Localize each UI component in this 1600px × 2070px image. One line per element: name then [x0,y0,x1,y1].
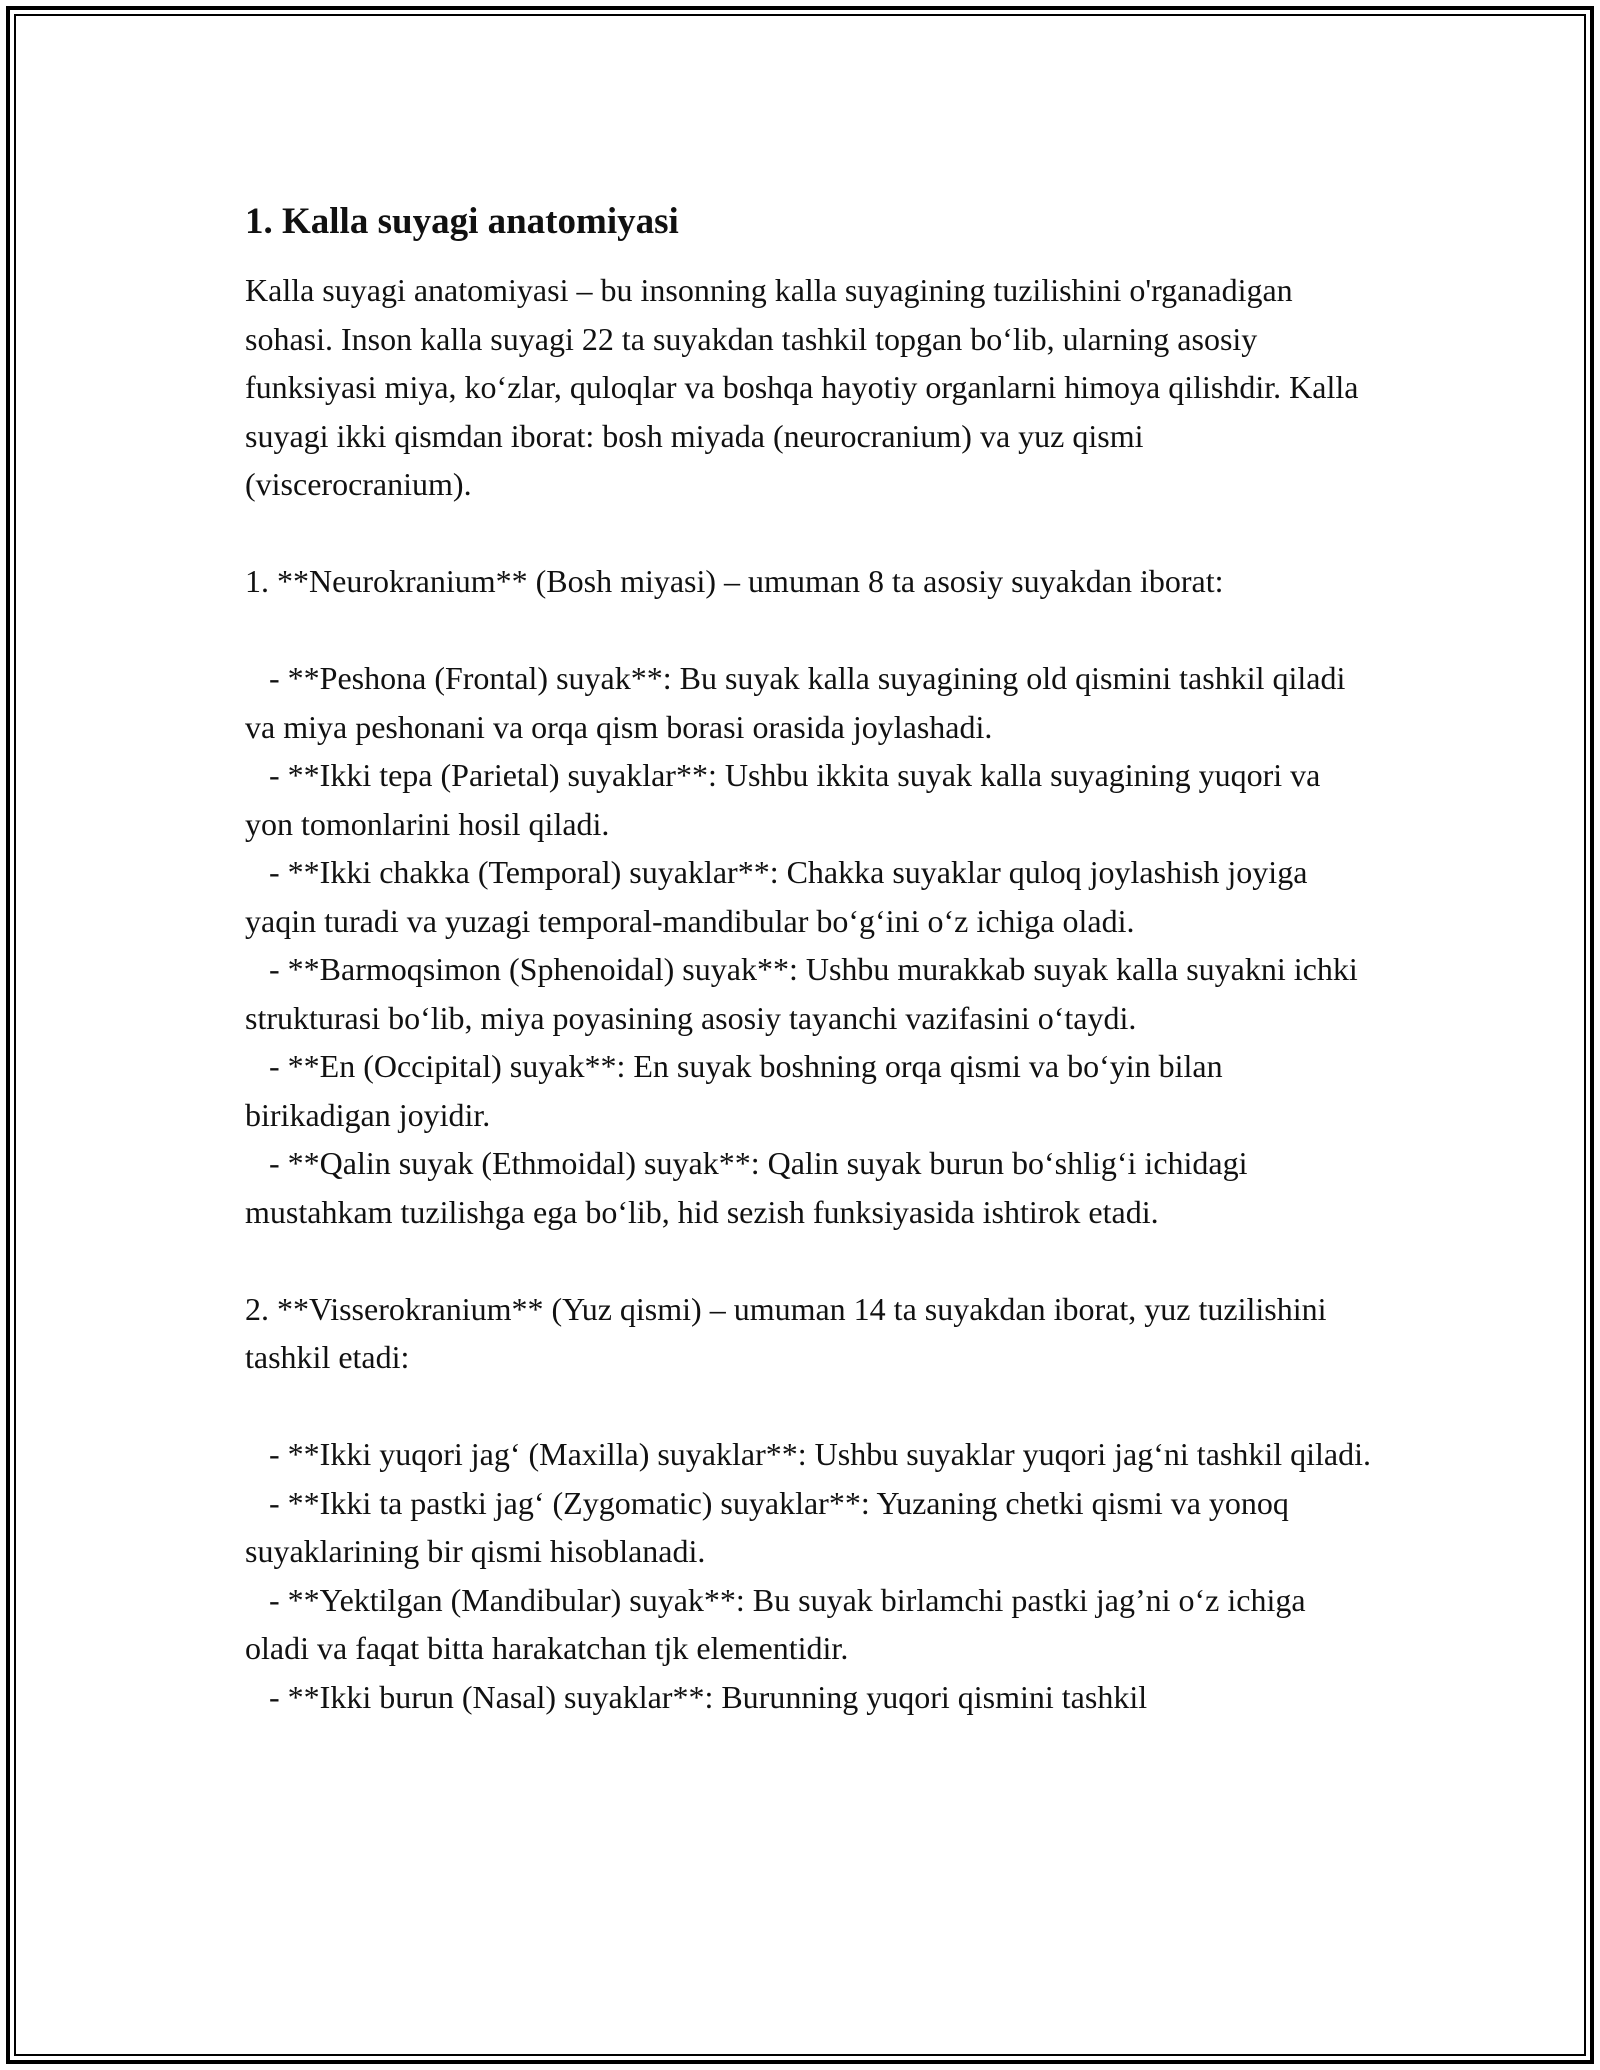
section1-item-frontal: - **Peshona (Frontal) suyak**: Bu suyak kalla suyagining old qismini tashkil qiladi va miya peshonani va orqa qism borasi orasida joylashadi. [245,660,1354,745]
section2-item-maxilla: - **Ikki yuqori jag‘ (Maxilla) suyaklar**: Ushbu suyaklar yuqori jag‘ni tashkil qiladi. [245,1436,1371,1472]
spacer [245,606,1375,655]
section2-item-nasal: - **Ikki burun (Nasal) suyaklar**: Burunning yuqori qismini tashkil [245,1678,1148,1715]
section1-item-sphenoidal: - **Barmoqsimon (Sphenoidal) suyak**: Ushbu murakkab suyak kalla suyakni ichki strukturasi bo‘lib, miya poyasining asosiy tayanchi vazifasini o‘taydi. [245,951,1366,1036]
spacer [245,1382,1375,1431]
section1-item-ethmoidal: - **Qalin suyak (Ethmoidal) suyak**: Qalin suyak burun bo‘shlig‘i ichidagi mustahkam tuzilishga ega bo‘lib, hid sezish funksiyasida ishtirok etadi. [245,1145,1256,1230]
document-title: 1. Kalla suyagi anatomiyasi [245,201,679,242]
page-frame [6,6,1594,2064]
intro-paragraph: Kalla suyagi anatomiyasi – bu insonning kalla suyagining tuzilishini o'rganadigan sohasi. Inson kalla suyagi 22 ta suyakdan tashkil topgan bo‘lib, ularning asosiy funksiyasi miya, ko‘zlar, quloqlar va boshqa hayotiy organlarni himoya qilishdir. Kalla suyagi ikki qismdan iborat: bosh miyada (neurocranium) va yuz qismi (viscerocranium). [245,272,1367,502]
spacer [245,509,1375,558]
section2-item-zygomatic: - **Ikki ta pastki jag‘ (Zygomatic) suyaklar**: Yuzaning chetki qismi va yonoq suyaklarining bir qismi hisoblanadi. [245,1484,1297,1569]
document-content [245,198,1375,1721]
section1-item-parietal: - **Ikki tepa (Parietal) suyaklar**: Ushbu ikkita suyak kalla suyagining yuqori va yon tomonlarini hosil qiladi. [245,757,1329,842]
section1-item-occipital: - **En (Occipital) suyak**: En suyak boshning orqa qismi va bo‘yin bilan birikadigan joyidir. [245,1048,1231,1133]
section2-item-mandibular: - **Yektilgan (Mandibular) suyak**: Bu suyak birlamchi pastki jag’ni o‘z ichiga oladi va faqat bitta harakatchan tjk elementidir. [245,1581,1314,1666]
section1-item-temporal: - **Ikki chakka (Temporal) suyaklar**: Chakka suyaklar quloq joylashish joyiga yaqin turadi va yuzagi temporal-mandibular bo‘g‘ini o‘z ichiga oladi. [245,854,1316,939]
spacer [245,1236,1375,1285]
section1-heading: 1. **Neurokranium** (Bosh miyasi) – umuman 8 ta asosiy suyakdan iborat: [245,563,1224,599]
section2-heading: 2. **Visserokranium** (Yuz qismi) – umuman 14 ta suyakdan iborat, yuz tuzilishini tashkil etadi: [245,1290,1335,1375]
